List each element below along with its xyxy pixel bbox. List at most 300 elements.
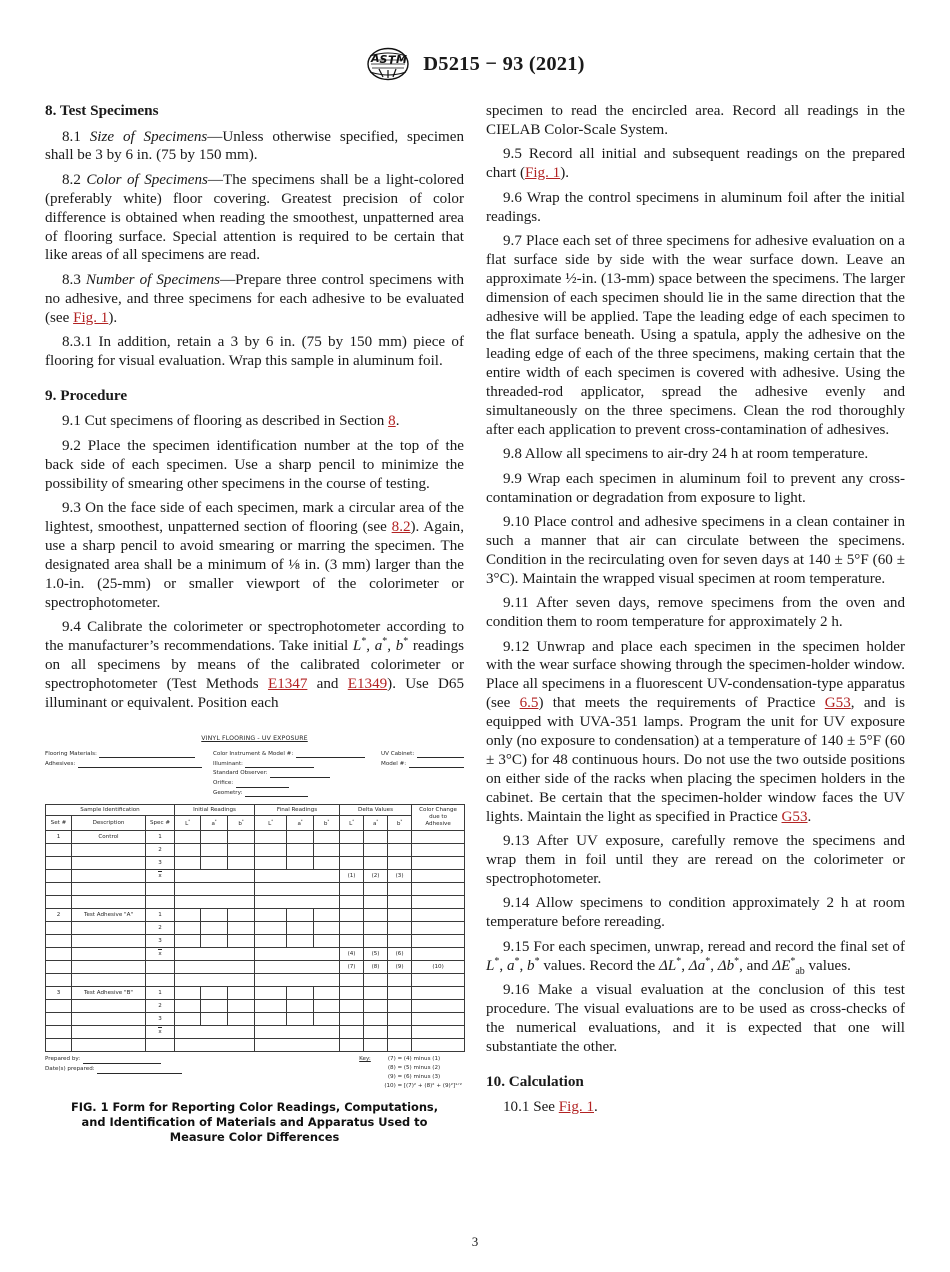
cell-spec-number (146, 896, 175, 909)
paragraph-9-5 (486, 145, 905, 183)
cell-delta-L[interactable]: (1) (340, 870, 364, 883)
cell-delta-L[interactable] (340, 1013, 364, 1026)
cell-initial-readings-merged[interactable] (175, 948, 255, 961)
cell-final-b[interactable] (314, 857, 340, 870)
cell-description (72, 935, 146, 948)
cell-final-readings-merged[interactable] (255, 974, 340, 987)
cell-delta-L[interactable] (340, 883, 364, 896)
cell-description (72, 961, 146, 974)
cell-initial-L[interactable] (175, 909, 201, 922)
cell-delta-a[interactable] (364, 922, 388, 935)
cell-initial-b[interactable] (228, 1013, 255, 1026)
cell-color-change[interactable] (412, 844, 465, 857)
para-text-tail: . (807, 808, 812, 825)
field-label: Date(s) prepared: (45, 1066, 95, 1073)
para-text-tail: . (395, 413, 400, 430)
cross-reference-e1349[interactable]: E1349 (347, 675, 388, 692)
cell-delta-a[interactable] (364, 1039, 388, 1052)
cell-description (72, 1039, 146, 1052)
conjunction: , and (739, 957, 773, 974)
paragraph-9-10: 9.10 Place control and adhesive specimens in a clean container in such a manner that air can circulate between the specimens. Condition in the recirculating oven for seven days at 140 ± 5°F (60 ± 3°C). Maintain the wrapped visual specimen at room temperature. (486, 514, 905, 587)
cell-delta-b[interactable] (388, 1026, 412, 1039)
para-italic-title: Number of Specimens (85, 271, 221, 288)
field-label: UV Cabinet: (381, 750, 415, 757)
paragraph-9-4: 9.4 Calibrate the colorimeter or spectrophotometer according to the manufacturer’s recommendations. Take initial L*, a*, b* readings on all specimens by means of the calibrated colorimeter or spectrophotometer (Test Methods E1347 and E1349). Use D65 illuminant or equivalent. Position each (45, 619, 465, 711)
cell-initial-a[interactable] (201, 844, 228, 857)
cell-delta-L[interactable] (340, 857, 364, 870)
comma: , (366, 637, 375, 654)
cell-delta-a[interactable]: (8) (364, 961, 388, 974)
cell-final-b[interactable] (314, 1013, 340, 1026)
cell-initial-b[interactable] (228, 857, 255, 870)
cell-delta-a[interactable] (364, 844, 388, 857)
cell-initial-b[interactable] (228, 909, 255, 922)
cell-color-change[interactable] (412, 987, 465, 1000)
table-row (46, 922, 465, 935)
cell-spec-number (146, 870, 175, 883)
col-header-description: Description (72, 816, 146, 831)
cross-reference-g53[interactable]: G53 (824, 695, 851, 712)
para-text: , and is equipped with UVA-351 lamps. Program the unit for UV exposure only (no exposure to condensation) at a temperature of 140 ± 5°F (60 ± 3°C) for 48 continuous hours. Do not use the two outside positions on either side of the racks when placing the specimen holders in the cabinet. Be certain that the specimen-holder window faces the UV lights. Maintain the light as specified in Practice (486, 695, 905, 825)
cell-description (72, 974, 146, 987)
para-number: 8.3 (62, 271, 86, 288)
cell-delta-L[interactable] (340, 896, 364, 909)
cross-reference-fig-1[interactable]: Fig. 1 (524, 165, 561, 182)
para-text-tail: . (594, 1099, 598, 1116)
cell-initial-a[interactable] (201, 831, 228, 844)
cell-initial-b[interactable] (228, 987, 255, 1000)
para-text: —The specimens shall be a light-colored (preferably white) floor covering. Greatest precision of color difference is obtained when reading the smoothest, unpatterned area of flooring surface. Special attention is required to be certain that like areas of all specimens are read. (45, 171, 464, 264)
cc-line-3: Adhesive (425, 821, 451, 828)
cell-color-change[interactable] (412, 922, 465, 935)
para-number: 8.2 (62, 171, 87, 188)
cell-initial-b[interactable] (228, 935, 255, 948)
cell-color-change[interactable] (412, 1026, 465, 1039)
para-text-tail: ). (560, 165, 570, 182)
cell-set-number: 3 (46, 987, 72, 1000)
para-text-tail: ). Again, use a sharp pencil to avoid smearing or marring the specimen. The designated area shall be a minimum of ⅛ in. (3 mm) larger than the 1.0-in. (25-mm) or smaller viewport of the colorimeter or spectrophotometer. (45, 519, 464, 611)
para-text: readings on all specimens by means of the calibrated colorimeter or spectrophotometer (Test Methods (45, 637, 465, 692)
table-row (46, 909, 465, 922)
table-row (46, 896, 465, 909)
cell-initial-L[interactable] (175, 987, 201, 1000)
cell-spec-number: 1 (146, 987, 175, 1000)
cell-color-change[interactable] (412, 974, 465, 987)
symbol-delta-b-star: Δb (717, 957, 735, 974)
x-bar-mean-symbol: x (158, 950, 162, 957)
cell-delta-a[interactable]: (2) (364, 870, 388, 883)
field-model-number (381, 761, 464, 769)
cell-final-b[interactable] (314, 922, 340, 935)
cell-color-change[interactable] (412, 896, 465, 909)
cell-delta-L[interactable] (340, 922, 364, 935)
field-blank-line[interactable] (99, 751, 195, 759)
cell-delta-b[interactable] (388, 1000, 412, 1013)
para-number: 8.1 (62, 128, 90, 145)
table-row (46, 870, 465, 883)
cell-delta-b[interactable] (388, 896, 412, 909)
cell-initial-L[interactable] (175, 922, 201, 935)
cell-delta-b[interactable] (388, 1013, 412, 1026)
cell-final-b[interactable] (314, 1000, 340, 1013)
figure-1 (45, 735, 464, 1145)
cell-delta-a[interactable] (364, 974, 388, 987)
field-blank-line[interactable] (83, 1056, 161, 1064)
left-column (45, 102, 464, 1145)
field-geometry (213, 790, 381, 798)
cc-line-2: due to (429, 814, 448, 821)
cell-color-change[interactable] (412, 948, 465, 961)
section-heading-9: 9. Procedure (45, 386, 128, 404)
para-text-tail: ). Use D65 illuminant or equivalent. Position each (45, 675, 464, 711)
field-uv-cabinet (381, 751, 464, 759)
cell-delta-b[interactable] (388, 883, 412, 896)
cell-final-b[interactable] (314, 831, 340, 844)
cell-delta-a[interactable] (364, 883, 388, 896)
key-item-formula: (4) minus (1) (403, 1056, 441, 1063)
cell-delta-b[interactable] (388, 1039, 412, 1052)
cell-initial-readings-merged[interactable] (175, 883, 255, 896)
cell-color-change[interactable] (412, 870, 465, 883)
cell-color-change[interactable] (412, 857, 465, 870)
page-number: 3 (471, 1234, 479, 1249)
cell-initial-b[interactable] (228, 1000, 255, 1013)
cell-final-L[interactable] (255, 935, 287, 948)
cell-final-L[interactable] (255, 831, 287, 844)
cell-final-a[interactable] (287, 987, 314, 1000)
para-text: 9.15 For each specimen, unwrap, reread and record the final set of (503, 938, 905, 955)
cell-description (72, 922, 146, 935)
cross-reference-8-2[interactable]: 8.2 (391, 519, 411, 535)
cell-initial-a[interactable] (201, 935, 228, 948)
paragraph-9-1 (45, 412, 464, 431)
document-designation: D5215 − 93 (2021) (423, 52, 585, 75)
two-column-body (45, 102, 905, 1145)
cell-delta-b[interactable]: (9) (388, 961, 412, 974)
svg-text:A: A (371, 52, 380, 65)
cell-delta-a[interactable] (364, 987, 388, 1000)
paragraph-9-11: 9.11 After seven days, remove specimens from the oven and condition them to room temperature for approximately 2 h. (486, 595, 905, 631)
cell-final-a[interactable] (287, 831, 314, 844)
table-row (46, 1013, 465, 1026)
cell-initial-a[interactable] (201, 1000, 228, 1013)
paragraph-9-15: 9.15 For each specimen, unwrap, reread and record the final set of L*, a*, b* values. Record the ΔL*, Δa*, Δb*, and $\Delta E^*_{ab}$ values. (486, 938, 905, 977)
cell-description: Test Adhesive "A" (72, 909, 146, 922)
key-item-number: (9) (387, 1073, 396, 1080)
para-italic-title: Size of Specimens (89, 128, 208, 145)
paragraph-9-14: 9.14 Allow specimens to condition approximately 2 h at room temperature before rereading. (486, 895, 905, 931)
para-italic-title: Color of Specimens (86, 171, 208, 188)
cell-final-a[interactable] (287, 922, 314, 935)
cell-final-a[interactable] (287, 909, 314, 922)
field-blank-line[interactable] (97, 1066, 182, 1074)
section-heading-10: 10. Calculation (486, 1072, 584, 1090)
symbol-L-star: L (352, 637, 362, 654)
form-reporting-color-readings (45, 735, 464, 1091)
cell-delta-L[interactable] (340, 1000, 364, 1013)
cell-delta-L[interactable] (340, 844, 364, 857)
cell-color-change[interactable] (412, 1039, 465, 1052)
cell-description (72, 857, 146, 870)
cell-delta-a[interactable] (364, 935, 388, 948)
paragraph-9-2: 9.2 Place the specimen identification number at the top of the back side of each specimen. Use a sharp pencil to minimize the possibility of smearing other specimens in the course of testing. (45, 437, 464, 492)
form-key (359, 1056, 464, 1090)
cell-color-change[interactable]: (10) (412, 961, 465, 974)
cell-initial-L[interactable] (175, 935, 201, 948)
cell-final-L[interactable] (255, 857, 287, 870)
cell-set-number (46, 870, 72, 883)
cross-reference-fig-1[interactable]: Fig. 1 (558, 1099, 594, 1116)
cell-initial-L[interactable] (175, 857, 201, 870)
cell-delta-L[interactable] (340, 1026, 364, 1039)
cell-final-L[interactable] (255, 922, 287, 935)
field-blank-line[interactable] (270, 770, 330, 778)
field-dates-prepared (45, 1066, 182, 1074)
figure-caption: FIG. 1 Form for Reporting Color Readings, Computations, and Identification of Materials and Apparatus Used to Measure Color Differences (70, 1100, 439, 1144)
cell-delta-a[interactable]: (5) (364, 948, 388, 961)
cell-final-b[interactable] (314, 987, 340, 1000)
cell-final-readings-merged[interactable] (255, 896, 340, 909)
table-sub-header-row (46, 816, 465, 831)
cell-delta-L[interactable]: (7) (340, 961, 364, 974)
key-item-formula: [(7)² + (8)² + (9)²]¹ᐟ² (403, 1082, 462, 1089)
cell-delta-a[interactable] (364, 1026, 388, 1039)
cell-delta-L[interactable]: (4) (340, 948, 364, 961)
cell-initial-L[interactable] (175, 831, 201, 844)
symbol-L-star: L (486, 957, 495, 974)
key-item-formula: (5) minus (2) (403, 1065, 441, 1072)
cell-description: Test Adhesive "B" (72, 987, 146, 1000)
cell-final-readings-merged[interactable] (255, 883, 340, 896)
para-text: 9.5 Record all initial and subsequent readings on the prepared chart ( (486, 146, 905, 182)
group-header-sample-identification: Sample Identification (46, 805, 175, 816)
cell-initial-b[interactable] (228, 922, 255, 935)
col-header-final-L: L* (255, 816, 287, 831)
cell-delta-a[interactable] (364, 1013, 388, 1026)
cell-initial-readings-merged[interactable] (175, 1026, 255, 1039)
cell-set-number (46, 974, 72, 987)
cell-final-L[interactable] (255, 844, 287, 857)
symbol-a-star: a (506, 957, 515, 974)
cell-spec-number (146, 883, 175, 896)
cell-initial-a[interactable] (201, 909, 228, 922)
cell-initial-b[interactable] (228, 844, 255, 857)
cell-final-a[interactable] (287, 1013, 314, 1026)
cell-final-a[interactable] (287, 857, 314, 870)
field-blank-line[interactable] (236, 780, 289, 788)
cell-delta-b[interactable] (388, 844, 412, 857)
cell-initial-a[interactable] (201, 922, 228, 935)
cell-delta-b[interactable] (388, 831, 412, 844)
cross-reference-section-8[interactable]: 8 (388, 413, 396, 430)
cell-color-change[interactable] (412, 909, 465, 922)
field-illuminant (213, 761, 381, 769)
table-row (46, 1000, 465, 1013)
cell-delta-b[interactable] (388, 909, 412, 922)
cell-delta-L[interactable] (340, 987, 364, 1000)
x-bar-mean-symbol: x (158, 1028, 162, 1035)
color-readings-table (45, 804, 465, 1052)
svg-text:S: S (379, 53, 388, 66)
cell-initial-L[interactable] (175, 844, 201, 857)
x-bar-mean-symbol: x (158, 872, 162, 879)
paragraph-8-1 (45, 128, 464, 166)
cell-final-b[interactable] (314, 909, 340, 922)
cell-delta-L[interactable] (340, 974, 364, 987)
cell-set-number (46, 896, 72, 909)
cell-spec-number: 3 (146, 857, 175, 870)
field-blank-line[interactable] (245, 790, 308, 798)
cell-final-L[interactable] (255, 909, 287, 922)
cell-delta-b[interactable]: (3) (388, 870, 412, 883)
cell-set-number: 1 (46, 831, 72, 844)
field-orifice (213, 780, 381, 788)
cell-initial-readings-merged[interactable] (175, 1039, 255, 1052)
paragraph-9-9: 9.9 Wrap each specimen in aluminum foil to prevent any cross-contamination or degradation from exposure to light. (486, 470, 905, 506)
cell-description (72, 896, 146, 909)
key-item-number: (7) (387, 1056, 396, 1063)
paragraph-9-6: 9.6 Wrap the control specimens in aluminum foil after the initial readings. (486, 189, 905, 225)
cell-description (72, 948, 146, 961)
key-equation-row (376, 1083, 462, 1091)
cell-delta-L[interactable] (340, 1039, 364, 1052)
cell-initial-a[interactable] (201, 857, 228, 870)
table-row (46, 935, 465, 948)
field-color-instrument (213, 751, 381, 759)
paragraph-9-8: 9.8 Allow all specimens to air-dry 24 h at room temperature. (503, 446, 869, 463)
para-text: 9.4 Calibrate the colorimeter or spectrophotometer according to the manufacturer’s recommendations. Take initial (45, 619, 464, 654)
cell-color-change[interactable] (412, 831, 465, 844)
cell-delta-L[interactable] (340, 831, 364, 844)
cell-spec-number (146, 948, 175, 961)
cell-delta-b[interactable] (388, 857, 412, 870)
cell-color-change[interactable] (412, 1000, 465, 1013)
cell-final-readings-merged[interactable] (255, 948, 340, 961)
field-label: Model #: (381, 760, 407, 767)
cell-description (72, 870, 146, 883)
cell-delta-b[interactable] (388, 922, 412, 935)
cell-delta-b[interactable] (388, 987, 412, 1000)
cell-delta-a[interactable] (364, 831, 388, 844)
svg-text:M: M (396, 53, 408, 66)
cell-initial-readings-merged[interactable] (175, 870, 255, 883)
paragraph-8-3-1: 8.3.1 In addition, retain a 3 by 6 in. (75 by 150 mm) piece of flooring for visual evaluation. Wrap this sample in aluminum foil. (45, 334, 464, 370)
cell-delta-b[interactable] (388, 974, 412, 987)
field-flooring-materials (45, 751, 213, 759)
field-label: Illuminant: (213, 760, 243, 767)
para-text-tail: values. (804, 957, 851, 974)
field-label: Adhesives: (45, 760, 76, 767)
cell-final-L[interactable] (255, 987, 287, 1000)
key-equals-sign: = (397, 1056, 403, 1063)
symbol-b-star: b (395, 637, 404, 654)
cell-delta-a[interactable] (364, 896, 388, 909)
cell-spec-number: 2 (146, 844, 175, 857)
cell-color-change[interactable] (412, 883, 465, 896)
cell-final-b[interactable] (314, 935, 340, 948)
paragraph-9-3 (45, 499, 464, 612)
field-blank-line[interactable] (78, 761, 202, 769)
form-footer (45, 1056, 464, 1090)
cell-delta-L[interactable] (340, 935, 364, 948)
cell-delta-a[interactable] (364, 857, 388, 870)
cell-final-a[interactable] (287, 844, 314, 857)
cell-delta-a[interactable] (364, 909, 388, 922)
field-blank-line[interactable] (245, 761, 314, 769)
key-label: Key: (359, 1056, 371, 1063)
cell-set-number (46, 1000, 72, 1013)
table-group-header-row (46, 805, 465, 816)
col-header-initial-b: b* (228, 816, 255, 831)
cell-initial-a[interactable] (201, 1013, 228, 1026)
cell-delta-b[interactable] (388, 935, 412, 948)
cell-initial-readings-merged[interactable] (175, 961, 255, 974)
cell-final-readings-merged[interactable] (255, 870, 340, 883)
cell-final-b[interactable] (314, 844, 340, 857)
paragraph-9-13: 9.13 After UV exposure, carefully remove the specimens and wrap them in foil until they are reread on the colorimeter or spectrophotometer. (486, 833, 905, 887)
cross-reference-g53-second[interactable]: G53 (781, 808, 808, 825)
cell-set-number (46, 857, 72, 870)
cell-spec-number: 1 (146, 831, 175, 844)
cell-set-number (46, 1039, 72, 1052)
cell-delta-L[interactable] (340, 909, 364, 922)
cell-description (72, 883, 146, 896)
cell-final-a[interactable] (287, 1000, 314, 1013)
cell-initial-readings-merged[interactable] (175, 896, 255, 909)
right-column (486, 102, 905, 1123)
para-text: values. Record the (539, 957, 659, 974)
field-blank-line[interactable] (296, 751, 365, 759)
cell-final-L[interactable] (255, 1013, 287, 1026)
cell-color-change[interactable] (412, 1013, 465, 1026)
cell-color-change[interactable] (412, 935, 465, 948)
cell-final-readings-merged[interactable] (255, 1039, 340, 1052)
form-title: VINYL FLOORING - UV EXPOSURE (201, 734, 308, 742)
cell-description (72, 1026, 146, 1039)
cell-initial-L[interactable] (175, 1000, 201, 1013)
key-item-number: (10) (384, 1082, 396, 1089)
cell-final-readings-merged[interactable] (255, 961, 340, 974)
table-row (46, 948, 465, 961)
cell-delta-b[interactable]: (6) (388, 948, 412, 961)
cell-spec-number: 2 (146, 922, 175, 935)
key-equation-row (376, 1074, 462, 1082)
table-header (46, 805, 465, 831)
cell-initial-L[interactable] (175, 1013, 201, 1026)
cross-reference-e1347[interactable]: E1347 (267, 675, 308, 692)
cell-final-a[interactable] (287, 935, 314, 948)
cell-final-readings-merged[interactable] (255, 1026, 340, 1039)
cell-initial-a[interactable] (201, 987, 228, 1000)
document-header (45, 40, 905, 88)
cross-reference-fig-1[interactable]: Fig. 1 (73, 309, 109, 326)
form-header-fields (45, 751, 464, 797)
field-blank-line[interactable] (417, 751, 464, 759)
cell-spec-number (146, 961, 175, 974)
cross-reference-6-5[interactable]: 6.5 (519, 695, 539, 712)
paragraph-9-16: 9.16 Make a visual evaluation at the conclusion of this test procedure. The visual evaluations are to be used as cross-checks of the numerical evaluations, and it is expected that one will substantiate the other. (486, 981, 905, 1055)
paragraph-9-7: 9.7 Place each set of three specimens for adhesive evaluation on a flat surface side by side with the wear surface down. Leave an approximate ½-in. (13-mm) space between the specimens. The larger dimension of each specimen should lie in the same direction that the adhesive will be applied. Tape the leading edge of each specimen to the flat surface beneath. Using a spatula, apply the adhesive on the leading edge of each of the three specimens, making certain that the entire width of each specimen is covered with adhesive. Using the threaded-rod applicator, spread the adhesive evenly and simultaneously on the three specimens. Clean the rod thoroughly after each application to prevent cross-contamination of adhesives. (486, 232, 905, 438)
cell-initial-b[interactable] (228, 831, 255, 844)
cell-initial-readings-merged[interactable] (175, 974, 255, 987)
cell-final-L[interactable] (255, 1000, 287, 1013)
field-blank-line[interactable] (409, 761, 464, 769)
cell-delta-a[interactable] (364, 1000, 388, 1013)
paragraph-10-1 (486, 1098, 905, 1117)
key-equals-sign: = (397, 1082, 403, 1089)
field-label: Color Instrument & Model #: (213, 750, 294, 757)
cell-set-number (46, 844, 72, 857)
